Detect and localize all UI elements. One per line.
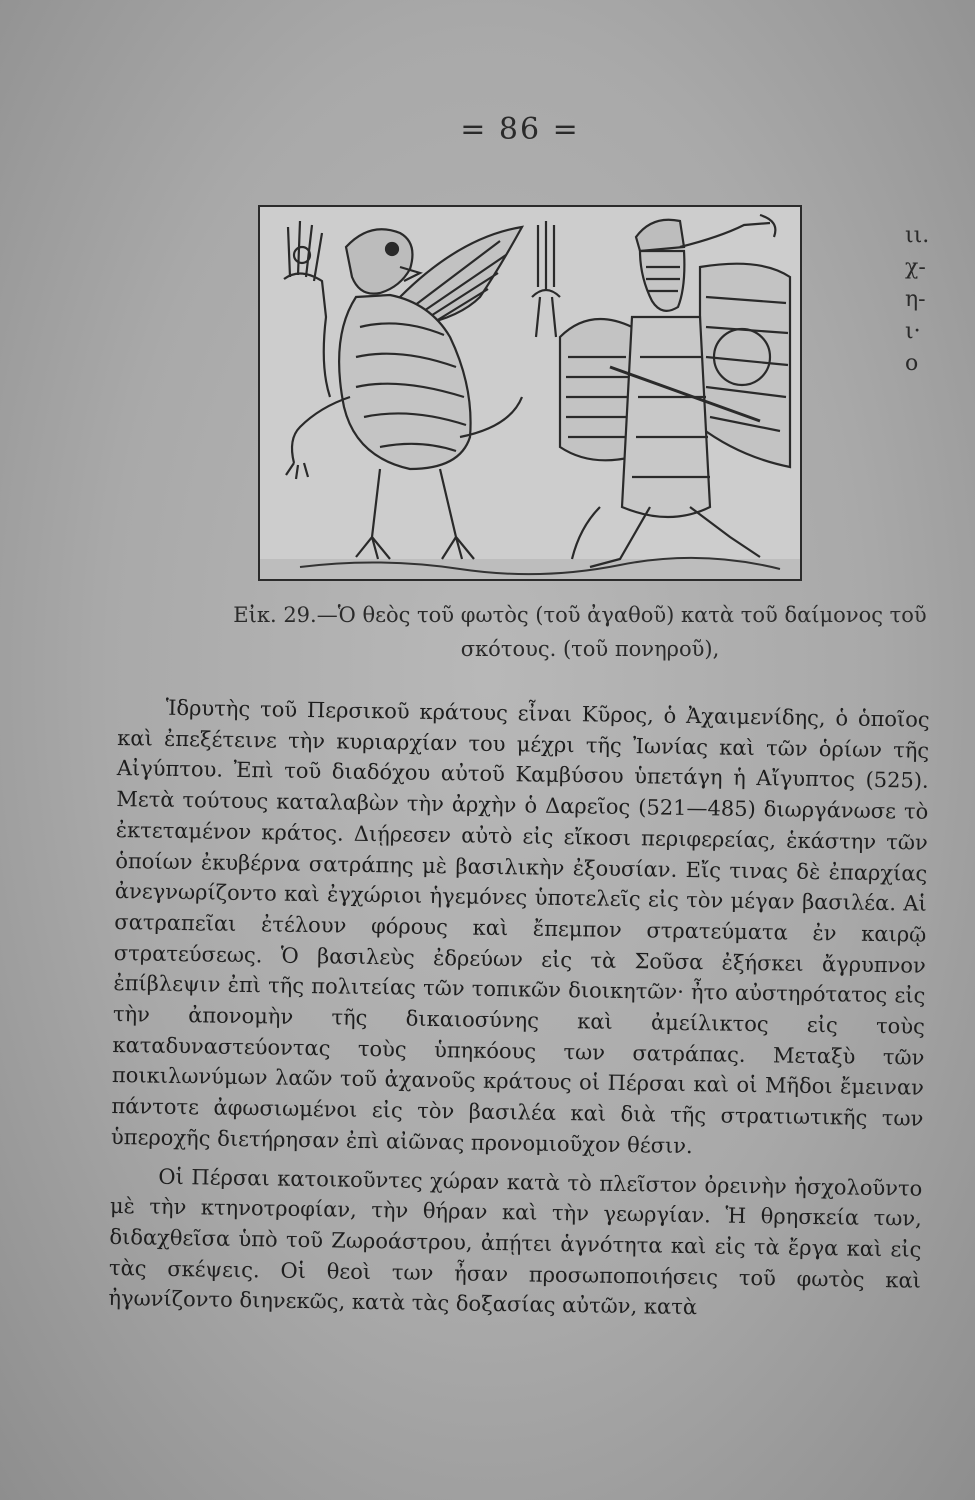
caption-line-1: Εἰκ. 29.—Ὁ θεὸς τοῦ φωτὸς (τοῦ ἀγαθοῦ) κατὰ τοῦ δαίμονος τοῦ xyxy=(233,603,927,627)
edge-fragment: η- xyxy=(905,287,926,312)
relief-illustration xyxy=(258,205,802,581)
edge-fragment: ιι. xyxy=(905,223,930,248)
relief-drawing xyxy=(260,207,800,579)
paragraph-2: Οἱ Πέρσαι κατοικοῦντες χώραν κατὰ τὸ πλεῖστον ὀρεινὴν ἠσχολοῦντο μὲ τὴν κτηνοτροφίαν, τὴν θήραν καὶ τὴν γεωργίαν. Ἡ θρησκεία των, διδαχθεῖσα ὑπὸ τοῦ Ζωροάστρου, ἀπῄτει ἁγνότητα καὶ εἰς τὰ ἔργα καὶ εἰς τὰς σκέψεις. Οἱ θεοὶ των ἦσαν προσωποποιήσεις τοῦ φωτὸς καὶ ἠγωνίζοντο διηνεκῶς, κατὰ τὰς δοξασίας αὐτῶν, κατὰ xyxy=(108,1164,923,1320)
body-text xyxy=(108,692,930,1327)
edge-fragment: ι· xyxy=(905,319,921,344)
edge-fragment: χ- xyxy=(905,255,926,280)
page-number: = 86 = xyxy=(460,112,580,147)
figure-caption xyxy=(230,598,930,666)
paragraph-1: Ἱδρυτὴς τοῦ Περσικοῦ κράτους εἶναι Κῦρος, ὁ Ἀχαιμενίδης, ὁ ὁποῖος καὶ ἐπεξέτεινε τὴν κυριαρχίαν του μέχρι τῆς Ἰωνίας καὶ τῶν ὁρίων τῆς Αἰγύπτου. Ἐπὶ τοῦ διαδόχου αὐτοῦ Καμβύσου ὑπετάγη ἡ Αἴγυπτος (525). Μετὰ τούτους καταλαβὼν τὴν ἀρχὴν ὁ Δαρεῖος (521—485) διωργάνωσε τὸ ἐκτεταμένον κράτος. Διῄρεσεν αὐτὸ εἰς εἴκοσι περιφερείας, ἑκάστην τῶν ὁποίων ἐκυβέρνα σατράπης μὲ βασιλικὴν ἐξουσίαν. Εἴς τινας δὲ ἐπαρχίας ἀνεγνωρίζοντο καὶ ἐγχώριοι ἡγεμόνες ὑποτελεῖς εἰς τὸν μέγαν βασιλέα. Αἱ σατραπεῖαι ἐτέλουν φόρους καὶ ἔπεμπον στρατεύματα ἐν καιρῷ στρατεύσεως. Ὁ βασιλεὺς ἐδρεύων εἰς τὰ Σοῦσα ἐξήσκει ἄγρυπνον ἐπίβλεψιν ἐπὶ τῆς πολιτείας τῶν τοπικῶν διοικητῶν· ἦτο αὐστηρότατος εἰς τὴν ἀπονομὴν τῆς δικαιοσύνης καὶ ἀμείλικτος εἰς τοὺς καταδυναστεύοντας τοὺς ὑπηκόους των σατράπας. Μεταξὺ τῶν ποικιλωνύμων λαῶν τοῦ ἀχανοῦς κράτους οἱ Πέρσαι καὶ οἱ Μῆδοι ἔμειναν πάντοτε ἀφωσιωμένοι εἰς τὸν βασιλέα καὶ διὰ τῆς στρατιωτικῆς των ὑπεροχῆς διετήρησαν ἐπὶ αἰῶνας προνομιοῦχον θέσιν. xyxy=(110,695,930,1158)
edge-fragment: ο xyxy=(905,351,919,376)
adjacent-page-fragments xyxy=(905,220,945,380)
caption-line-2: σκότους. (τοῦ πονηροῦ), xyxy=(460,637,720,661)
